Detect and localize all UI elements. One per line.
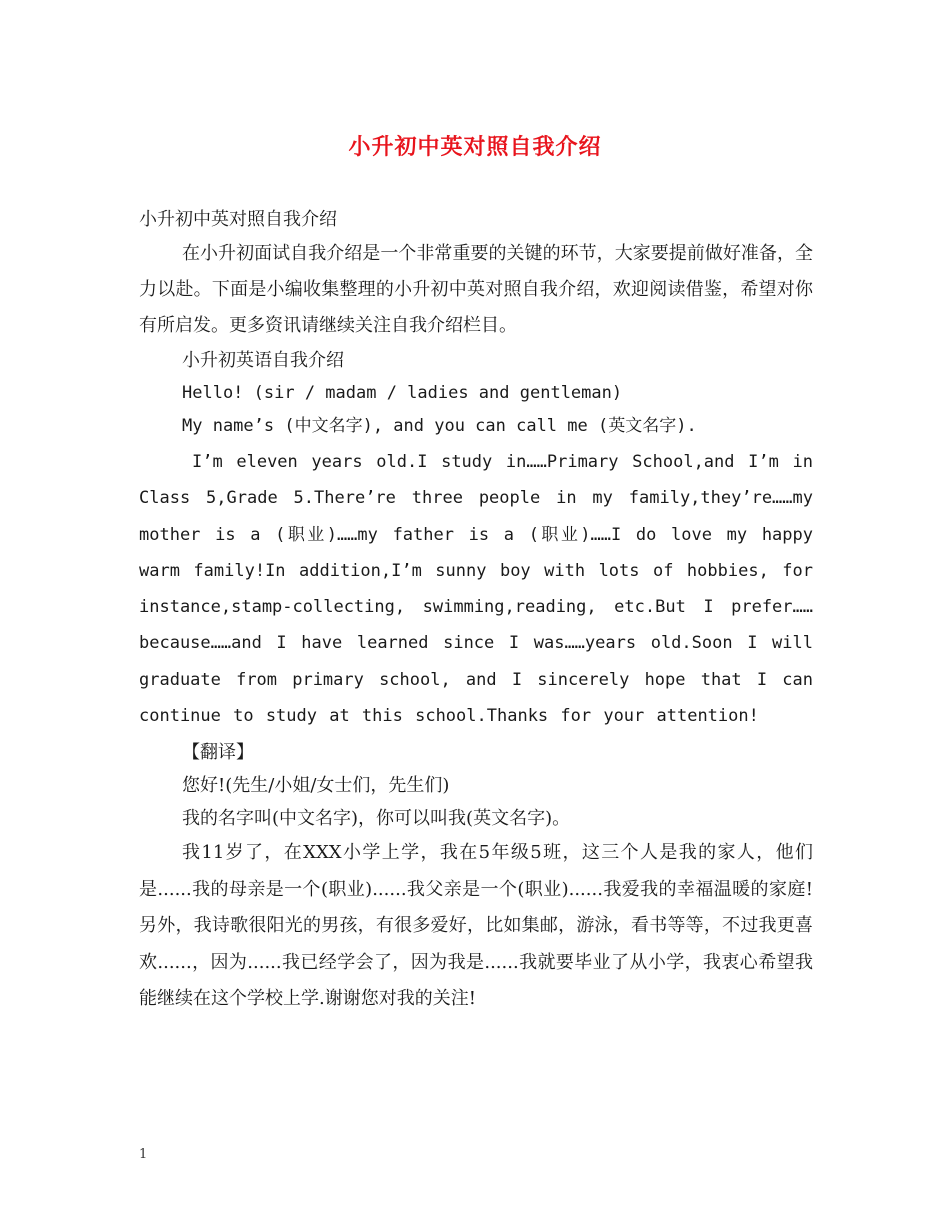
subtitle: 小升初中英对照自我介绍: [139, 209, 337, 230]
chinese-body-paragraph: 我11岁了，在XXX小学上学，我在5年级5班，这三个人是我的家人，他们是......我的母亲是一个(职业)......我父亲是一个(职业)......我爱我的幸福温暖的家庭!另外，我诗歌很阳光的男孩，有很多爱好，比如集邮，游泳，看书等等，不过我更喜欢......，因为......我已经学会了，因为我是......我就要毕业了从小学，我衷心希望我能继续在这个学校上学.谢谢您对我的关注!: [139, 842, 813, 1010]
english-greeting: Hello! (sir / madam / ladies and gentleman): [182, 383, 623, 403]
chinese-greeting: 您好!(先生/小姐/女士们，先生们): [182, 775, 450, 797]
document-body: [139, 203, 813, 1018]
english-name-line: My name’s (中文名字), and you can call me (英文名字).: [182, 416, 697, 436]
page-title: 小升初中英对照自我介绍: [348, 135, 602, 160]
intro-paragraph: 在小升初面试自我介绍是一个非常重要的关键的环节，大家要提前做好准备，全力以赴。下面是小编收集整理的小升初中英对照自我介绍，欢迎阅读借鉴，希望对你有所启发。更多资讯请继续关注自我介绍栏目。: [139, 243, 813, 336]
chinese-name-line: 我的名字叫(中文名字)，你可以叫我(英文名字)。: [182, 808, 571, 830]
english-body-paragraph: I’m eleven years old.I study in……Primary School,and I’m in Class 5,Grade 5.There’re three people in my family,they’re……my mother is a (职业)……my father is a (职业)……I do love my happy warm family!In addition,I’m sunny boy with lots of hobbies, for instance,stamp-collecting, swimming,reading, etc.But I prefer……because……and I have learned since I was……years old.Soon I will graduate from primary school, and I sincerely hope that I can continue to study at this school.Thanks for your attention!: [139, 452, 813, 727]
translation-heading: 【翻译】: [182, 742, 254, 764]
english-section-heading: 小升初英语自我介绍: [182, 350, 344, 371]
page-number: 1: [139, 1147, 148, 1162]
